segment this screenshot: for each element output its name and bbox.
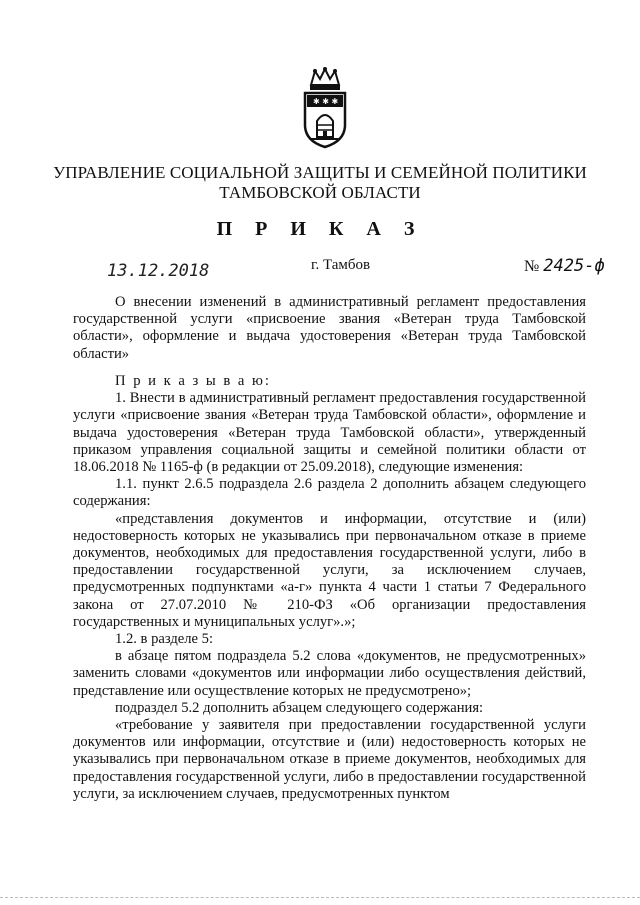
document-body — [73, 373, 586, 803]
organization-name-line1: УПРАВЛЕНИЕ СОЦИАЛЬНОЙ ЗАЩИТЫ И СЕМЕЙНОЙ ПОЛИТИКИ — [53, 163, 587, 182]
page-bottom-divider — [0, 897, 640, 898]
order-word: П р и к а з ы в а ю: — [115, 373, 271, 389]
coat-of-arms-emblem — [301, 67, 349, 149]
paragraph: «представления документов и информации, отсутствие и (или) недостоверность которых не указывались при первоначальном отказе в приеме документов, необходимых для предоставления государственной услуги, либо в предоставлении государственной услуги, за исключением случаев, предусмотренных подпунктами «а-г» пункта 4 части 1 статьи 7 Федерального закона от 27.07.2010 № 210-ФЗ «Об организации предоставления государственных и муниципальных услуг».»; — [73, 510, 586, 630]
paragraph: 1. Внести в административный регламент предоставления государственной услуги «присвоение звания «Ветеран труда Тамбовской области», оформление и выдача удостоверения «Ветеран труда Тамбовской области», утвержденный приказом управления социальной защиты и семейной политики области от 18.06.2018 № 1165-ф (в редакции от 25.09.2018), следующие изменения: — [73, 390, 586, 476]
organization-name-line2: ТАМБОВСКОЙ ОБЛАСТИ — [219, 183, 421, 202]
svg-text:✱ ✱ ✱: ✱ ✱ ✱ — [313, 97, 339, 106]
paragraph: 1.2. в разделе 5: — [115, 631, 214, 648]
paragraph: подраздел 5.2 дополнить абзацем следующего содержания: — [115, 699, 484, 716]
paragraph: в абзаце пятом подраздела 5.2 слова «документов, не предусмотренных» заменить словами «документов или информации либо осуществления действий, представление или осуществление которых не предусмотрено»; — [73, 648, 586, 699]
document-subject — [73, 294, 586, 363]
number-value: 2425-ф — [543, 256, 605, 276]
paragraph: 1.1. пункт 2.6.5 подраздела 2.6 раздела 2 дополнить абзацем следующего содержания: — [73, 476, 586, 510]
document-date: 13.12.2018 — [107, 261, 210, 281]
number-prefix: № — [524, 258, 540, 275]
subject-text: О внесении изменений в административный регламент предоставления государственной услуги «присвоение звания «Ветеран труда Тамбовской области», оформление и выдача удостоверения «Ветеран труда Тамбовской области» — [73, 294, 586, 362]
document-city: г. Тамбов — [311, 257, 371, 273]
paragraph: «требование у заявителя при предоставлении государственной услуги документов или информации, отсутствие и (или) недостоверность которых не указывались при первоначальном отказе в приеме документов, необходимых для предоставления государственной услуги, либо в предоставлении государственной услуги, за исключением случаев, предусмотренных пунктом — [73, 717, 586, 802]
document-type-title: П Р И К А З — [216, 218, 424, 240]
document-number — [524, 256, 605, 276]
